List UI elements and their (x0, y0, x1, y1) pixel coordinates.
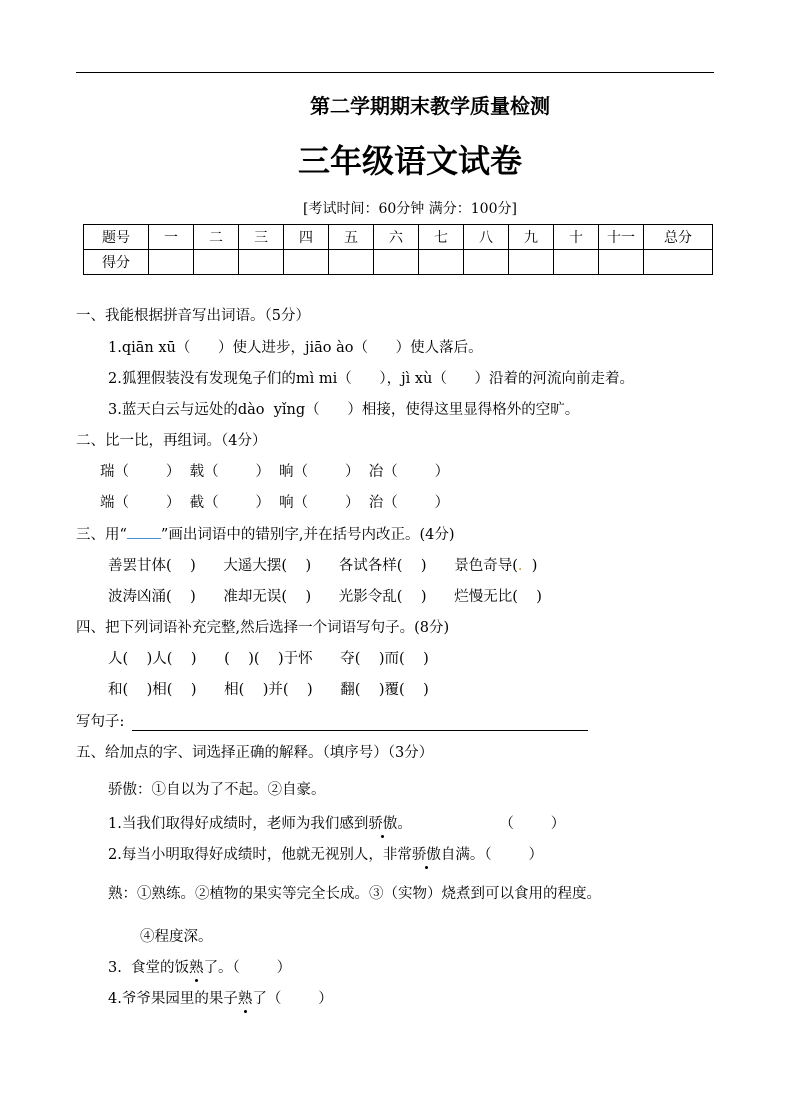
dotted-word: 熟 (189, 960, 204, 976)
section5-q3 (108, 958, 291, 978)
score-header-cell: 七 (419, 225, 464, 250)
score-header-cell: 八 (464, 225, 509, 250)
section3-row2: 波涛凶涌( ) 准却无误( ) 光影令乱( ) 烂慢无比( ) (108, 589, 542, 605)
dotted-word: 熟 (237, 991, 253, 1007)
section1-q3: 3.蓝天白云与远处的dào yǐng（ ）相接，使得这里显得格外的空旷。 (108, 402, 580, 418)
score-cell[interactable] (509, 250, 554, 275)
section1-q1: 1.qiān xū（ ）使人进步，jiāo ào（ ）使人落后。 (108, 340, 483, 356)
score-cell[interactable] (419, 250, 464, 275)
section2-title: 二、比一比，再组词。（4分） (76, 433, 267, 449)
exam-subtitle: 第二学期期末教学质量检测 (310, 94, 550, 118)
score-row-label: 得分 (84, 250, 149, 275)
score-header-cell: 九 (509, 225, 554, 250)
section3-row1-mark: . (517, 558, 523, 574)
dotted-word: 骄傲 (411, 847, 441, 863)
score-cell[interactable] (464, 250, 509, 275)
shu-definition: 熟：①熟练。②植物的果实等完全长成。③（实物）烧煮到可以食用的程度。 (108, 886, 601, 902)
score-header-cell: 六 (374, 225, 419, 250)
section5-q3-pre: 3. 食堂的饭 (108, 960, 190, 976)
section3-row1-end: ) (522, 558, 538, 574)
section5-q3-post: 了。（ ） (203, 960, 292, 976)
dotted-word: 骄傲 (368, 816, 398, 832)
score-cell[interactable] (329, 250, 374, 275)
section5-q1-pre: 1.当我们取得好成绩时，老师为我们感到 (108, 816, 369, 832)
score-table-header-row (84, 225, 713, 250)
score-header-cell: 二 (194, 225, 239, 250)
section2-row2: 端（ ） 截（ ） 响（ ） 治（ ） (100, 495, 450, 511)
section1-q2: 2.狐狸假装没有发现兔子们的mì mi（ ），jì xù（ ）沿着的河流向前走着。 (108, 371, 635, 387)
section5-q2-post: 自满。（ ） (440, 847, 543, 863)
section3-title (76, 524, 454, 545)
score-header-cell: 十 (554, 225, 599, 250)
section5-q4 (108, 989, 333, 1009)
exam-info: [考试时间：60分钟 满分：100分] (303, 201, 517, 217)
section5-q2-pre: 2.每当小明取得好成绩时，他就无视别人，非常 (108, 847, 412, 863)
underline-sample (127, 524, 161, 539)
section1-title: 一、我能根据拼音写出词语。（5分） (76, 308, 310, 324)
score-cell[interactable] (194, 250, 239, 275)
score-cell[interactable] (239, 250, 284, 275)
section5-q4-pre: 4.爷爷果园里的果子 (108, 991, 238, 1007)
score-cell[interactable] (644, 250, 713, 275)
section5-title: 五、给加点的字、词选择正确的解释。（填序号）（3分） (76, 745, 434, 761)
jiaoao-definition: 骄傲：①自以为了不起。②自豪。 (108, 782, 326, 798)
exam-title: 三年级语文试卷 (297, 142, 522, 180)
section5-q4-post: 了（ ） (252, 991, 333, 1007)
section3-row1-text: 善罢甘体( ) 大遥大摆( ) 各试各样( ) 景色奇导( (108, 558, 518, 574)
section4-title: 四、把下列词语补充完整,然后选择一个词语写句子。(8分) (76, 620, 450, 636)
score-cell[interactable] (554, 250, 599, 275)
write-sentence-line[interactable] (132, 730, 588, 731)
section4-row1: 人( )人( ) ( )( )于怀 夺( )而( ) (108, 651, 429, 667)
score-header-cell: 三 (239, 225, 284, 250)
score-cell[interactable] (284, 250, 329, 275)
section5-q2 (108, 845, 543, 865)
header-rule (76, 72, 714, 73)
score-cell[interactable] (149, 250, 194, 275)
score-header-cell: 五 (329, 225, 374, 250)
score-header-cell: 总分 (644, 225, 713, 250)
write-sentence-label: 写句子: (76, 714, 125, 730)
score-table (83, 224, 713, 275)
section5-q1 (108, 814, 565, 834)
section2-row1: 瑞（ ） 载（ ） 晌（ ） 冶（ ） (100, 464, 450, 480)
score-table-score-row (84, 250, 713, 275)
score-header-cell: 题号 (84, 225, 149, 250)
section5-q1-post: 。 （ ） (397, 816, 566, 832)
score-cell[interactable] (374, 250, 419, 275)
score-header-cell: 一 (149, 225, 194, 250)
shu-definition-4: ④程度深。 (140, 929, 213, 945)
score-header-cell: 十一 (599, 225, 644, 250)
section3-title-post: ”画出词语中的错别字,并在括号内改正。(4分) (160, 527, 455, 543)
section3-row1 (108, 556, 537, 576)
section4-row2: 和( )相( ) 相( )并( ) 翻( )覆( ) (108, 682, 429, 698)
score-header-cell: 四 (284, 225, 329, 250)
section3-title-pre: 三、用“ (76, 527, 127, 543)
score-cell[interactable] (599, 250, 644, 275)
